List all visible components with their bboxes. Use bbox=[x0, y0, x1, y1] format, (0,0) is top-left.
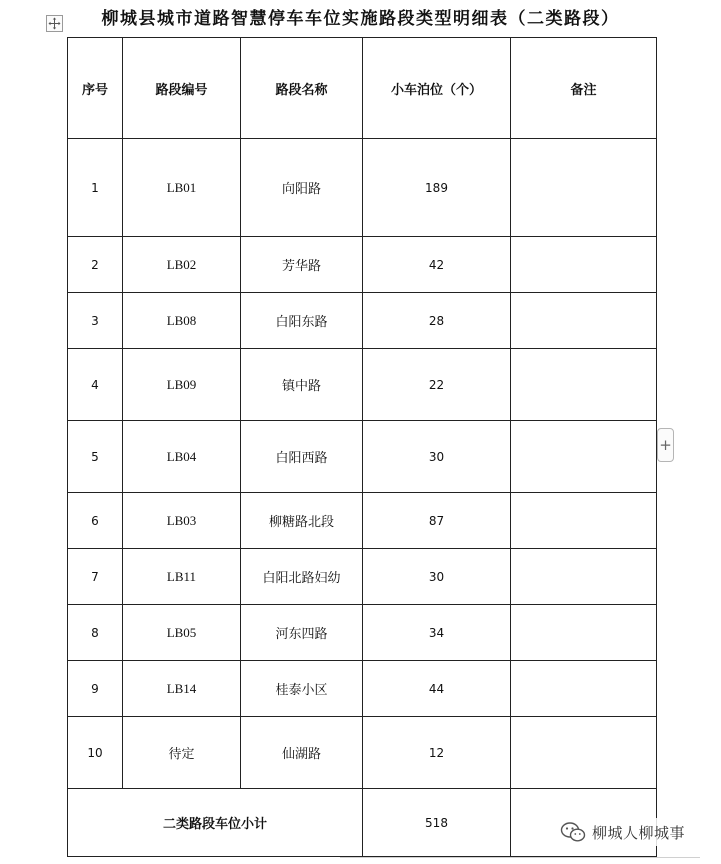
wechat-icon bbox=[560, 821, 586, 843]
cell-note bbox=[511, 139, 657, 237]
table-row bbox=[68, 493, 657, 549]
cell-note bbox=[511, 661, 657, 717]
cell-spaces: 30 bbox=[363, 549, 511, 605]
cell-note bbox=[511, 421, 657, 493]
header-name: 路段名称 bbox=[241, 38, 363, 139]
cell-seq: 5 bbox=[68, 421, 123, 493]
cell-code: LB14 bbox=[123, 661, 241, 717]
cell-spaces: 44 bbox=[363, 661, 511, 717]
cell-code: LB03 bbox=[123, 493, 241, 549]
cell-note bbox=[511, 349, 657, 421]
cell-code: LB11 bbox=[123, 549, 241, 605]
cell-note bbox=[511, 717, 657, 789]
cell-name: 白阳北路妇幼 bbox=[241, 549, 363, 605]
cell-name: 河东四路 bbox=[241, 605, 363, 661]
cell-name: 镇中路 bbox=[241, 349, 363, 421]
cell-spaces: 189 bbox=[363, 139, 511, 237]
cell-seq: 10 bbox=[68, 717, 123, 789]
cell-seq: 6 bbox=[68, 493, 123, 549]
document-title: 柳城县城市道路智慧停车车位实施路段类型明细表（二类路段） bbox=[101, 9, 620, 29]
add-column-button[interactable]: + bbox=[657, 428, 674, 462]
header-spaces: 小车泊位（个） bbox=[363, 38, 511, 139]
page-bottom-edge bbox=[340, 857, 700, 859]
table-row bbox=[68, 293, 657, 349]
cell-seq: 1 bbox=[68, 139, 123, 237]
header-note: 备注 bbox=[511, 38, 657, 139]
cell-seq: 8 bbox=[68, 605, 123, 661]
cell-spaces: 30 bbox=[363, 421, 511, 493]
cell-name: 仙湖路 bbox=[241, 717, 363, 789]
cell-code: LB04 bbox=[123, 421, 241, 493]
cell-code: LB08 bbox=[123, 293, 241, 349]
parking-detail-table bbox=[67, 37, 657, 857]
cell-code: LB02 bbox=[123, 237, 241, 293]
cell-seq: 4 bbox=[68, 349, 123, 421]
cell-spaces: 12 bbox=[363, 717, 511, 789]
cell-spaces: 28 bbox=[363, 293, 511, 349]
cell-seq: 2 bbox=[68, 237, 123, 293]
cell-name: 白阳西路 bbox=[241, 421, 363, 493]
cell-spaces: 87 bbox=[363, 493, 511, 549]
cell-name: 柳糖路北段 bbox=[241, 493, 363, 549]
table-row bbox=[68, 237, 657, 293]
subtotal-spaces: 518 bbox=[363, 789, 511, 857]
header-code: 路段编号 bbox=[123, 38, 241, 139]
table-row bbox=[68, 549, 657, 605]
cell-code: LB09 bbox=[123, 349, 241, 421]
cell-name: 桂泰小区 bbox=[241, 661, 363, 717]
cell-note bbox=[511, 605, 657, 661]
cell-code: 待定 bbox=[123, 717, 241, 789]
subtotal-label: 二类路段车位小计 bbox=[68, 789, 363, 857]
table-row bbox=[68, 349, 657, 421]
table-row bbox=[68, 421, 657, 493]
table-row bbox=[68, 661, 657, 717]
cell-name: 芳华路 bbox=[241, 237, 363, 293]
cell-code: LB05 bbox=[123, 605, 241, 661]
table-header-row bbox=[68, 38, 657, 139]
cell-seq: 7 bbox=[68, 549, 123, 605]
cell-name: 白阳东路 bbox=[241, 293, 363, 349]
cell-note bbox=[511, 549, 657, 605]
cell-name: 向阳路 bbox=[241, 139, 363, 237]
cell-note bbox=[511, 293, 657, 349]
cell-spaces: 42 bbox=[363, 237, 511, 293]
cell-spaces: 34 bbox=[363, 605, 511, 661]
watermark-text: 柳城人柳城事 bbox=[592, 823, 686, 842]
cell-code: LB01 bbox=[123, 139, 241, 237]
cell-spaces: 22 bbox=[363, 349, 511, 421]
table-row bbox=[68, 605, 657, 661]
watermark bbox=[560, 818, 685, 846]
cell-seq: 3 bbox=[68, 293, 123, 349]
cell-seq: 9 bbox=[68, 661, 123, 717]
cell-note bbox=[511, 493, 657, 549]
table-row bbox=[68, 139, 657, 237]
table-row bbox=[68, 717, 657, 789]
cell-note bbox=[511, 237, 657, 293]
header-seq: 序号 bbox=[68, 38, 123, 139]
